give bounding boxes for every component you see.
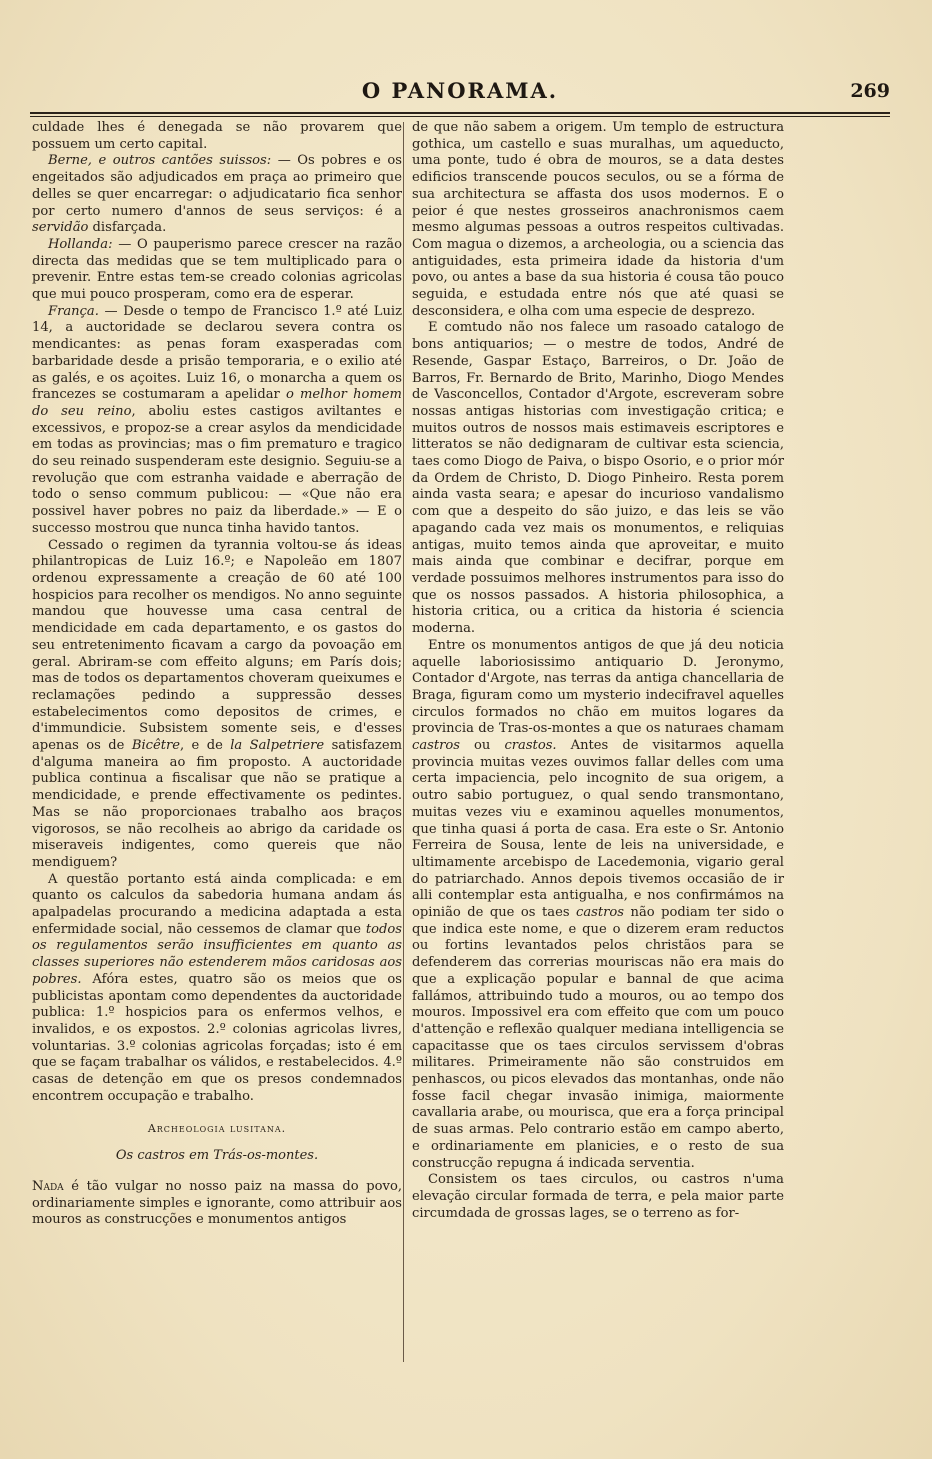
paragraph: de que não sabem a origem. Um templo de estructura gothica, um castello e suas muralhas, um aqueducto, uma ponte, tudo é obra de mouros, se a data destes edificios transcende poucos seculos, ou se a fórma de sua architectura se affasta dos usos modernos. E o peior é que nestes grosseiros anachronismos caem mesmo algumas pessoas a outros respeitos cultivadas. Com magua o dizemos, a archeologia, ou a sciencia das antiguidades, esta primeira idade da historia d'um povo, ou antes a base da sua historia é cousa tão pouco seguida, e estudada entre nós que até quasi se desconsidera, e olha com uma especie de desprezo. <box>412 120 784 319</box>
section-heading: Archeologia lusitana. <box>147 1122 287 1136</box>
right-column <box>412 120 784 1222</box>
section-subtitle: Os castros em Trás-os-montes. <box>115 1148 319 1164</box>
page-header <box>30 78 890 108</box>
left-column <box>32 120 402 1229</box>
page-number: 269 <box>850 80 890 102</box>
paragraph: E comtudo não nos falece um rasoado catalogo de bons antiquarios; — o mestre de todos, André de Resende, Gaspar Estaço, Barreiros, o Dr. João de Barros, Fr. Bernardo de Brito, Marinho, Diogo Mendes de Vasconcellos, Contador d'Argote, escreveram sobre nossas antigas historias com investigação critica; e muitos outros de nossos mais estimaveis escriptores e litteratos se não dedignaram de cultivar esta sciencia, taes como Diogo de Paiva, o bispo Osorio, e o prior mór da Ordem de Christo, D. Diogo Pinheiro. Resta porem ainda vasta seara; e apesar do incurioso vandalismo com que a despeito do são juizo, e das leis se vão apagando cada vez mais os monumentos, e reliquias antigas, muito temos ainda que aproveitar, e muito mais ainda que combinar e decifrar, porque em verdade possuimos melhores instrumentos para isso do que os nossos passados. A historia philosophica, a historia critica, ou a critica da historia é sciencia moderna. <box>412 320 784 637</box>
header-rule <box>30 112 890 114</box>
paragraph: culdade lhes é denegada se não provarem que possuem um certo capital. <box>32 120 402 152</box>
header-rule-thin <box>30 116 890 117</box>
column-divider <box>403 122 404 1362</box>
paragraph: França. — Desde o tempo de Francisco 1.º até Luiz 14, a auctoridade se declarou severa contra os mendicantes: as penas foram exasperadas com barbaridade desde a prisão temporaria, e o exilio até as galés, e os açoites. Luiz 16, o monarcha a quem os francezes se costumaram a apelidar o melhor homem do seu reino, aboliu estes castigos aviltantes e excessivos, e propoz-se a crear asylos da mendicidade em todas as provincias; mas o fim prematuro e tragico do seu reinado suspenderam este designio. Seguiu-se a revolução que com estranha vaidade e aberração de todo o senso commum publicou: — «Que não era possivel haver pobres no paiz da liberdade.» — E o successo mostrou que nunca tinha havido tantos. <box>32 303 402 536</box>
paragraph: Hollanda: — O pauperismo parece crescer na razão directa das medidas que se tem multiplicado para o prevenir. Entre estas tem-se creado colonias agricolas que mui pouco prosperam, como era de esperar. <box>32 236 402 303</box>
page-title: O PANORAMA. <box>361 78 559 103</box>
paragraph: Nada é tão vulgar no nosso paiz na massa do povo, ordinariamente simples e ignorante, como attribuir aos mouros as construcções e monumentos antigos <box>32 1178 402 1228</box>
paragraph: Cessado o regimen da tyrannia voltou-se ás ideas philantropicas de Luiz 16.º; e Napoleão em 1807 ordenou expressamente a creação de 60 até 100 hospicios para recolher os mendigos. No anno seguinte mandou que houvesse uma casa central de mendicidade em cada departamento, e os gastos do seu entretenimento ficavam a cargo da povoação em geral. Abriram-se com effeito alguns; em París dois; mas de todos os departamentos choveram queixumes e reclamações pedindo a suppressão desses estabelecimentos como depositos de crimes, e d'immundicie. Subsistem somente seis, e d'esses apenas os de Bicêtre, e de la Salpetriere satisfazem d'alguma maneira ao fim proposto. A auctoridade publica continua a fiscalisar que não se pratique a mendicidade, e prende effectivamente os pedintes. Mas se não proporcionaes trabalho aos braços vigorosos, se não recolheis ao abrigo da caridade os miseraveis indigentes, como quereis que não mendiguem? <box>32 537 402 870</box>
paragraph: A questão portanto está ainda complicada: e em quanto os calculos da sabedoria humana andam ás apalpadelas procurando a medicina adaptada a esta enfermidade social, não cessemos de clamar que todos os regulamentos serão insufficientes em quanto as classes superiores não estenderem mãos caridosas aos pobres. Afóra estes, quatro são os meios que os publicistas apontam como dependentes da auctoridade publica: 1.º hospicios para os enfermos velhos, e invalidos, e os expostos. 2.º colonias agricolas livres, voluntarias. 3.º colonias agricolas forçadas; isto é em que se façam trabalhar os válidos, e restabelecidos. 4.º casas de detenção em que os presos condemnados encontrem occupação e trabalho. <box>32 871 402 1104</box>
paragraph: Entre os monumentos antigos de que já deu noticia aquelle laboriosissimo antiquario D. Jeronymo, Contador d'Argote, nas terras da antiga chancellaria de Braga, figuram como um mysterio indecifravel aquelles circulos formados no chão em muitos logares da provincia de Tras-os-montes a que os naturaes chamam castros ou crastos. Antes de visitarmos aquella provincia muitas vezes ouvimos fallar delles com uma certa impaciencia, pelo incognito de sua origem, a outro sabio portuguez, o qual sendo transmontano, muitas vezes viu e examinou aquelles monumentos, que tinha quasi á porta de casa. Era este o Sr. Antonio Ferreira de Sousa, lente de leis na universidade, e ultimamente arcebispo de Lacedemonia, vigario geral do patriarchado. Annos depois tivemos occasião de ir alli contemplar esta antigualha, e nos confirmámos na opinião de que os taes castros não podiam ter sido o que indica este nome, e que o dizerem eram reductos ou fortins levantados pelos christãos para se defenderem das correrias mouriscas não era mais do que a explicação popular e bannal de que acima fallámos, attribuindo tudo a mouros, ou ao tempo dos mouros. Impossivel era com effeito que com um pouco d'attenção e reflexão qualquer mediana intelligencia se capacitasse que os taes circulos servissem d'obras militares. Primeiramente não são construidos em penhascos, ou picos elevados das montanhas, onde não fosse facil chegar invasão inimiga, maiormente cavallaria arabe, ou mourisca, que era a força principal de suas armas. Pelo contrario estão em campo aberto, e ordinariamente em planicies, e o resto de sua construcção repugna á indicada serventia. <box>412 637 784 1171</box>
paragraph: Berne, e outros cantões suissos: — Os pobres e os engeitados são adjudicados em praça ao primeiro que delles se quer encarregar: o adjudicatario fica senhor por certo numero d'annos de seus serviços: é a servidão disfarçada. <box>32 153 402 236</box>
paragraph: Consistem os taes circulos, ou castros n'uma elevação circular formada de terra, e pela maior parte circumdada de grossas lages, se o terreno as for- <box>412 1172 784 1221</box>
